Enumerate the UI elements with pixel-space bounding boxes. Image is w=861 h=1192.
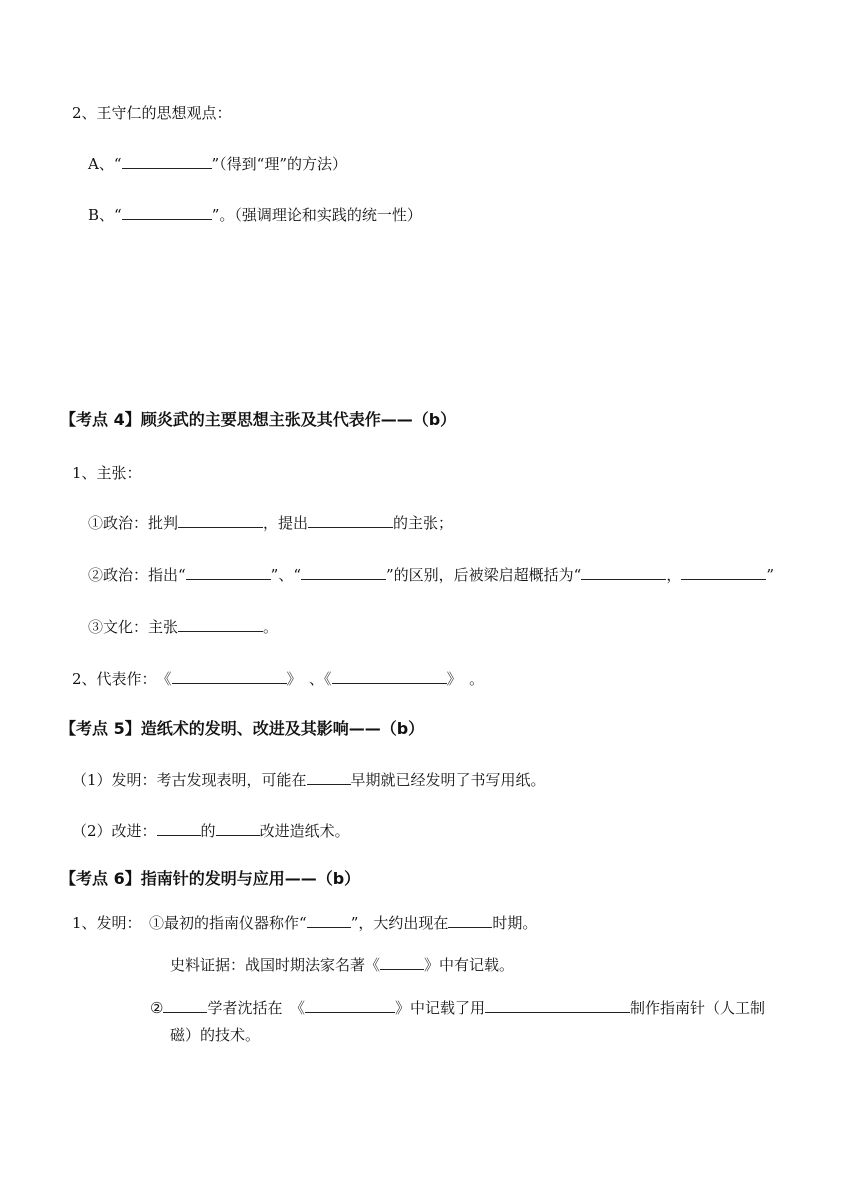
fill-blank[interactable] [178,513,263,528]
kp6-line1: 1、发明： ①最初的指南仪器称作“ ”，大约出现在 时期。 [72,914,538,932]
fill-blank[interactable] [301,565,386,580]
fill-blank[interactable] [178,617,263,632]
kp4-item1: 1、主张： [72,464,142,482]
wang-shouren-item: 2、王守仁的思想观点： [72,104,232,122]
fill-blank[interactable] [122,205,212,220]
kp6-heading: 【考点 6】指南针的发明与应用——（b） [60,869,361,888]
fill-blank[interactable] [122,154,212,169]
fill-blank[interactable] [308,513,393,528]
fill-blank[interactable] [485,998,630,1013]
fill-blank[interactable] [157,821,201,836]
fill-blank[interactable] [380,955,424,970]
kp6-line3: ② 学者沈括在 《 》中记载了用 制作指南针（人工制 [150,999,765,1017]
fill-blank[interactable] [163,998,207,1013]
kp4-heading: 【考点 4】顾炎武的主要思想主张及其代表作——（b） [60,410,457,429]
kp5-line2: （2）改进： 的 改进造纸术。 [72,822,350,840]
fill-blank[interactable] [186,565,271,580]
kp6-line4: 磁）的技术。 [170,1026,261,1044]
fill-blank[interactable] [216,821,260,836]
fill-blank[interactable] [448,913,492,928]
fill-blank[interactable] [681,565,766,580]
fill-blank[interactable] [581,565,666,580]
fill-blank[interactable] [307,770,351,785]
kp4-line1: ①政治：批判 ，提出 的主张； [88,514,454,532]
fill-blank[interactable] [332,669,447,684]
fill-blank[interactable] [307,913,351,928]
kp5-line1: （1）发明：考古发现表明，可能在 早期就已经发明了书写用纸。 [72,771,546,789]
wang-item-a: A、“ ”（得到“理”的方法） [88,155,348,173]
kp4-item2: 2、代表作： 《 》 、《 》 。 [72,670,485,688]
kp4-line3: ③文化：主张 。 [88,618,279,636]
fill-blank[interactable] [172,669,287,684]
wang-item-b: B、“ ”。（强调理论和实践的统一性） [88,206,422,224]
kp5-heading: 【考点 5】造纸术的发明、改进及其影响——（b） [60,719,425,738]
kp4-line2: ②政治：指出“ ”、“ ”的区别，后被梁启超概括为“ ， ” [88,566,775,584]
kp6-line2: 史料证据：战国时期法家名著《 》中有记载。 [170,956,515,974]
fill-blank[interactable] [305,998,395,1013]
